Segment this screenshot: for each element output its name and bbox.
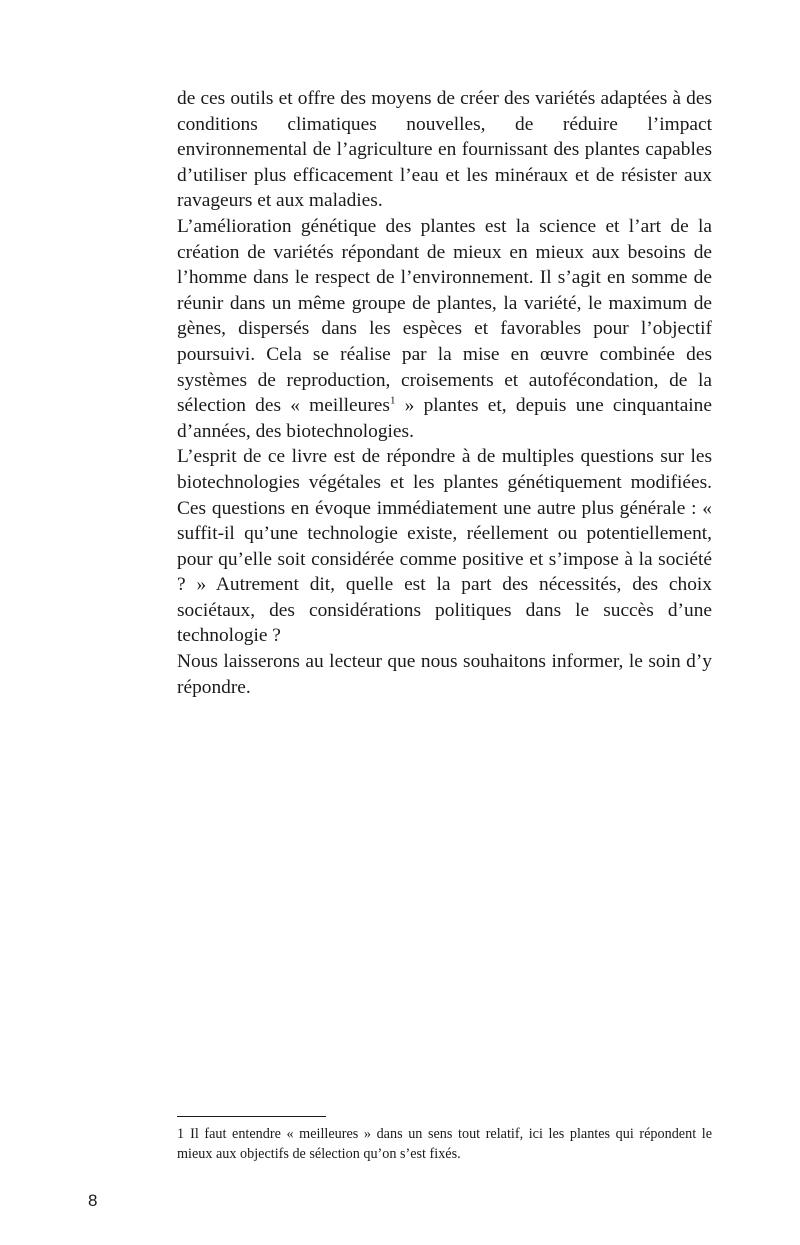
page-number: 8 xyxy=(88,1191,98,1210)
paragraph-2 xyxy=(177,214,712,444)
footnote-separator xyxy=(177,1116,326,1117)
footnote-reference[interactable]: 1 xyxy=(389,394,396,407)
paragraph-3: L’esprit de ce livre est de répondre à de multiples questions sur les biotechnologies végétales et les plantes génétiquement modifiées. Ces questions en évoque immédiatement une autre plus générale : « suffit-il qu’une technologie existe, réellement ou potentiellement, pour qu’elle soit considérée comme positive et s’impose à la société ? » Autrement dit, quelle est la part des nécessités, des choix sociétaux, des considérations politiques dans le succès d’une technologie ? xyxy=(177,446,712,647)
paragraph-2-text-before: L’amélioration génétique des plantes est la science et l’art de la création de variétés répondant de mieux en mieux aux besoins de l’homme dans le respect de l’environnement. Il s’agit en somme de réunir dans un même groupe de plantes, la variété, le maximum de gènes, dispersés dans les espèces et favorables pour l’objectif poursuivi. Cela se réalise par la mise en œuvre combinée des systèmes de reproduction, croisements et autofécondation, de la sélection des « meilleures xyxy=(177,215,712,417)
footnote-text: Il faut entendre « meilleures » dans un sens tout relatif, ici les plantes qui répondent le mieux aux objectifs de sélection qu’on s’est fixés. xyxy=(177,1126,712,1162)
paragraph-1: de ces outils et offre des moyens de créer des variétés adaptées à des conditions climatiques nouvelles, de réduire l’impact environnemental de l’agriculture en fournissant des plantes capables d’utiliser plus efficacement l’eau et les minéraux et de résister aux ravageurs et aux maladies. xyxy=(177,88,712,212)
main-text xyxy=(177,86,712,700)
footnote xyxy=(177,1124,712,1164)
paragraph-4: Nous laisserons au lecteur que nous souhaitons informer, le soin d’y répondre. xyxy=(177,651,712,698)
paragraph-2-text-after: » plantes et, depuis une cinquantaine d’années, des biotechnologies. xyxy=(177,395,712,442)
footnote-number: 1 xyxy=(177,1126,185,1142)
